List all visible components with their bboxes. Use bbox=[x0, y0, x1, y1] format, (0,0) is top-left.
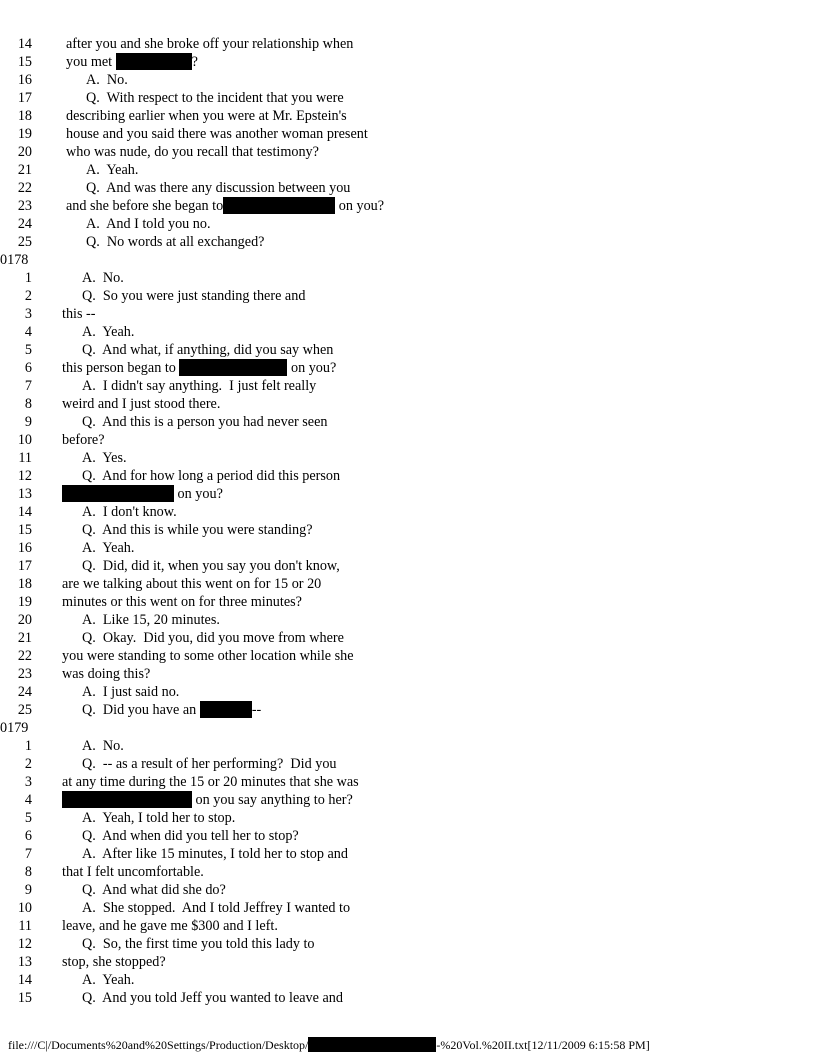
line-text bbox=[82, 287, 305, 305]
redaction-bar bbox=[200, 701, 252, 718]
line-text-segment: Q. And for how long a period did this person bbox=[82, 468, 341, 484]
line-number: 22 bbox=[17, 180, 32, 196]
line-number: 16 bbox=[17, 72, 32, 88]
line-number: 2 bbox=[24, 756, 32, 772]
line-text bbox=[82, 611, 220, 629]
line-text-segment: A. I just said no. bbox=[82, 684, 180, 700]
line-text bbox=[82, 755, 337, 773]
line-number: 6 bbox=[24, 360, 32, 376]
line-number: 22 bbox=[17, 648, 32, 664]
line-text bbox=[62, 665, 150, 683]
line-text-segment: Q. And this is a person you had never seen bbox=[82, 414, 328, 430]
transcript-line bbox=[0, 197, 816, 215]
line-text-segment: after you and she broke off your relationship when bbox=[66, 36, 354, 52]
transcript-line bbox=[0, 161, 816, 179]
transcript-line bbox=[0, 737, 816, 755]
line-text bbox=[82, 341, 333, 359]
transcript-line bbox=[0, 305, 816, 323]
line-text-segment: at any time during the 15 or 20 minutes that she was bbox=[62, 774, 359, 790]
line-number: 24 bbox=[17, 684, 32, 700]
line-text bbox=[82, 539, 134, 557]
line-text-segment: Q. Okay. Did you, did you move from where bbox=[82, 630, 344, 646]
transcript-line bbox=[0, 989, 816, 1007]
line-text bbox=[82, 521, 313, 539]
line-text-segment: Q. And what did she do? bbox=[82, 882, 226, 898]
line-text-segment: was doing this? bbox=[62, 666, 151, 682]
line-text-segment: A. Like 15, 20 minutes. bbox=[82, 612, 220, 628]
transcript-line bbox=[0, 665, 816, 683]
line-text bbox=[82, 737, 124, 755]
line-text bbox=[82, 881, 226, 899]
line-text-segment: Q. So you were just standing there and bbox=[82, 288, 306, 304]
line-text bbox=[66, 125, 368, 143]
line-text bbox=[82, 845, 348, 863]
transcript-line bbox=[0, 179, 816, 197]
transcript-line bbox=[0, 611, 816, 629]
line-text bbox=[82, 701, 261, 719]
line-number: 9 bbox=[24, 414, 32, 430]
redaction-bar bbox=[179, 359, 287, 376]
transcript-line bbox=[0, 287, 816, 305]
line-text bbox=[82, 377, 316, 395]
line-text-segment: A. Yeah. bbox=[82, 324, 135, 340]
line-number: 15 bbox=[17, 522, 32, 538]
transcript-line bbox=[0, 809, 816, 827]
transcript-line bbox=[0, 35, 816, 53]
transcript-line bbox=[0, 575, 816, 593]
transcript-line bbox=[0, 845, 816, 863]
line-number: 21 bbox=[17, 630, 32, 646]
transcript-line bbox=[0, 503, 816, 521]
line-number: 23 bbox=[17, 198, 32, 214]
line-text bbox=[62, 575, 321, 593]
line-text-segment: A. Yeah, I told her to stop. bbox=[82, 810, 236, 826]
line-text-segment: before? bbox=[62, 432, 105, 448]
line-text-segment: who was nude, do you recall that testimony? bbox=[66, 144, 319, 160]
page-number-label: 0179 bbox=[0, 720, 29, 736]
line-text bbox=[62, 953, 166, 971]
page-number-label: 0178 bbox=[0, 252, 29, 268]
line-number: 5 bbox=[24, 342, 32, 358]
line-number: 8 bbox=[24, 864, 32, 880]
transcript-line bbox=[0, 395, 816, 413]
line-text bbox=[66, 197, 384, 215]
line-text-segment: A. I didn't say anything. I just felt really bbox=[82, 378, 317, 394]
line-text bbox=[86, 71, 128, 89]
line-text bbox=[62, 359, 336, 377]
line-text-segment: A. No. bbox=[82, 738, 124, 754]
line-text bbox=[82, 503, 177, 521]
line-number: 7 bbox=[24, 378, 32, 394]
line-number: 18 bbox=[17, 576, 32, 592]
line-text bbox=[66, 53, 198, 71]
line-text-segment: Q. And was there any discussion between you bbox=[86, 180, 351, 196]
line-number: 4 bbox=[24, 792, 32, 808]
line-text-segment: Q. With respect to the incident that you were bbox=[86, 90, 344, 106]
line-text bbox=[62, 305, 96, 323]
transcript-line bbox=[0, 521, 816, 539]
page-number bbox=[0, 251, 816, 269]
line-number: 19 bbox=[17, 126, 32, 142]
line-number: 11 bbox=[18, 918, 32, 934]
line-number: 3 bbox=[24, 306, 32, 322]
line-text bbox=[82, 935, 315, 953]
line-number: 25 bbox=[17, 702, 32, 718]
line-number: 16 bbox=[17, 540, 32, 556]
redaction-bar bbox=[223, 197, 335, 214]
line-number: 10 bbox=[17, 432, 32, 448]
line-text bbox=[82, 899, 350, 917]
line-number: 12 bbox=[17, 936, 32, 952]
line-text-segment: Q. And you told Jeff you wanted to leave and bbox=[82, 990, 343, 1006]
line-text-segment: on you? bbox=[174, 486, 223, 502]
line-number: 10 bbox=[17, 900, 32, 916]
line-text bbox=[86, 161, 138, 179]
transcript-line bbox=[0, 269, 816, 287]
line-text-segment: A. I don't know. bbox=[82, 504, 177, 520]
line-text bbox=[62, 395, 220, 413]
transcript-line bbox=[0, 215, 816, 233]
line-text bbox=[62, 647, 354, 665]
line-text bbox=[82, 323, 134, 341]
line-text-segment: weird and I just stood there. bbox=[62, 396, 221, 412]
transcript-line bbox=[0, 125, 816, 143]
footer-path-prefix: file:///C|/Documents%20and%20Settings/Production/Desktop/ bbox=[8, 1038, 309, 1052]
line-text-segment: A. And I told you no. bbox=[86, 216, 211, 232]
line-text bbox=[66, 107, 347, 125]
transcript-line bbox=[0, 593, 816, 611]
line-text bbox=[62, 593, 302, 611]
transcript-line bbox=[0, 377, 816, 395]
line-text-segment: that I felt uncomfortable. bbox=[62, 864, 204, 880]
line-text-segment: this -- bbox=[62, 306, 96, 322]
transcript-line bbox=[0, 755, 816, 773]
transcript-line bbox=[0, 89, 816, 107]
redaction-bar bbox=[62, 485, 174, 502]
line-text bbox=[82, 413, 327, 431]
transcript-line bbox=[0, 323, 816, 341]
line-text bbox=[82, 989, 343, 1007]
line-text-segment: A. No. bbox=[82, 270, 124, 286]
line-number: 5 bbox=[24, 810, 32, 826]
transcript-line bbox=[0, 431, 816, 449]
line-number: 25 bbox=[17, 234, 32, 250]
transcript-line bbox=[0, 539, 816, 557]
line-number: 15 bbox=[17, 54, 32, 70]
line-text-segment: -- bbox=[251, 702, 262, 718]
transcript-line bbox=[0, 647, 816, 665]
transcript-line bbox=[0, 449, 816, 467]
line-number: 21 bbox=[17, 162, 32, 178]
transcript-line bbox=[0, 71, 816, 89]
line-number: 2 bbox=[24, 288, 32, 304]
transcript-body bbox=[0, 35, 816, 1007]
line-number: 6 bbox=[24, 828, 32, 844]
redaction-bar bbox=[116, 53, 192, 70]
line-number: 20 bbox=[17, 612, 32, 628]
line-number: 17 bbox=[17, 558, 32, 574]
page-number bbox=[0, 719, 816, 737]
line-number: 7 bbox=[24, 846, 32, 862]
transcript-line bbox=[0, 683, 816, 701]
line-text-segment: Q. And when did you tell her to stop? bbox=[82, 828, 299, 844]
line-number: 15 bbox=[17, 990, 32, 1006]
line-text-segment: A. She stopped. And I told Jeffrey I wanted to bbox=[82, 900, 351, 916]
transcript-line bbox=[0, 53, 816, 71]
line-number: 14 bbox=[17, 972, 32, 988]
line-number: 14 bbox=[17, 504, 32, 520]
redaction-bar bbox=[308, 1037, 436, 1052]
line-number: 9 bbox=[24, 882, 32, 898]
line-number: 4 bbox=[24, 324, 32, 340]
line-text-segment: A. After like 15 minutes, I told her to stop and bbox=[82, 846, 348, 862]
line-text-segment: A. Yeah. bbox=[82, 540, 135, 556]
footer-path-suffix: -%20Vol.%20II.txt[12/11/2009 6:15:58 PM] bbox=[436, 1038, 650, 1052]
line-text-segment: Q. And this is while you were standing? bbox=[82, 522, 313, 538]
transcript-line bbox=[0, 953, 816, 971]
transcript-line bbox=[0, 971, 816, 989]
line-number: 24 bbox=[17, 216, 32, 232]
line-number: 11 bbox=[18, 450, 32, 466]
line-number: 14 bbox=[17, 36, 32, 52]
line-text-segment: Q. No words at all exchanged? bbox=[86, 234, 265, 250]
line-text-segment: are we talking about this went on for 15 or 20 bbox=[62, 576, 322, 592]
line-text-segment: this person began to bbox=[62, 360, 180, 376]
line-text-segment: Q. Did you have an bbox=[82, 702, 200, 718]
transcript-line bbox=[0, 467, 816, 485]
line-text bbox=[86, 233, 264, 251]
line-text-segment: on you? bbox=[287, 360, 337, 376]
line-text bbox=[66, 143, 319, 161]
line-text bbox=[82, 827, 299, 845]
transcript-line bbox=[0, 917, 816, 935]
line-number: 17 bbox=[17, 90, 32, 106]
line-text-segment: Q. And what, if anything, did you say when bbox=[82, 342, 334, 358]
line-text bbox=[82, 629, 344, 647]
line-text-segment: Q. -- as a result of her performing? Did you bbox=[82, 756, 337, 772]
line-text bbox=[82, 971, 134, 989]
line-text bbox=[62, 917, 278, 935]
line-number: 23 bbox=[17, 666, 32, 682]
line-number: 13 bbox=[17, 954, 32, 970]
transcript-line bbox=[0, 107, 816, 125]
line-text-segment: on you say anything to her? bbox=[192, 792, 353, 808]
line-number: 13 bbox=[17, 486, 32, 502]
line-text-segment: A. Yeah. bbox=[82, 972, 135, 988]
transcript-line bbox=[0, 899, 816, 917]
line-text-segment: minutes or this went on for three minutes? bbox=[62, 594, 302, 610]
line-text bbox=[82, 683, 179, 701]
line-text bbox=[62, 485, 223, 503]
line-text-segment: stop, she stopped? bbox=[62, 954, 166, 970]
line-number: 3 bbox=[24, 774, 32, 790]
line-text bbox=[86, 89, 344, 107]
line-text-segment: A. Yes. bbox=[82, 450, 127, 466]
transcript-line bbox=[0, 935, 816, 953]
line-text bbox=[82, 269, 124, 287]
line-number: 19 bbox=[17, 594, 32, 610]
line-text bbox=[62, 773, 359, 791]
line-text bbox=[82, 809, 235, 827]
line-text-segment: you were standing to some other location while she bbox=[62, 648, 354, 664]
line-text bbox=[66, 35, 353, 53]
line-text-segment: and she before she began to bbox=[66, 198, 224, 214]
transcript-line bbox=[0, 881, 816, 899]
line-text-segment: you met bbox=[66, 54, 116, 70]
line-text bbox=[62, 863, 204, 881]
line-number: 18 bbox=[17, 108, 32, 124]
line-text-segment: house and you said there was another woman present bbox=[66, 126, 368, 142]
line-text-segment: A. Yeah. bbox=[86, 162, 139, 178]
line-number: 1 bbox=[24, 270, 32, 286]
line-number: 20 bbox=[17, 144, 32, 160]
line-text bbox=[86, 215, 211, 233]
transcript-line bbox=[0, 341, 816, 359]
line-text bbox=[82, 449, 127, 467]
transcript-line bbox=[0, 413, 816, 431]
line-number: 12 bbox=[17, 468, 32, 484]
transcript-line bbox=[0, 791, 816, 809]
transcript-line bbox=[0, 863, 816, 881]
line-text-segment: leave, and he gave me $300 and I left. bbox=[62, 918, 278, 934]
redaction-bar bbox=[62, 791, 192, 808]
transcript-line bbox=[0, 233, 816, 251]
transcript-line bbox=[0, 701, 816, 719]
transcript-line bbox=[0, 827, 816, 845]
line-text-segment: ? bbox=[191, 54, 198, 70]
transcript-line bbox=[0, 557, 816, 575]
transcript-line bbox=[0, 773, 816, 791]
line-text-segment: A. No. bbox=[86, 72, 128, 88]
line-text bbox=[82, 467, 340, 485]
line-text bbox=[62, 431, 105, 449]
line-text bbox=[82, 557, 340, 575]
transcript-line bbox=[0, 359, 816, 377]
transcript-line bbox=[0, 629, 816, 647]
line-text-segment: Q. So, the first time you told this lady to bbox=[82, 936, 315, 952]
line-text-segment: on you? bbox=[335, 198, 385, 214]
line-text-segment: Q. Did, did it, when you say you don't know, bbox=[82, 558, 340, 574]
transcript-line bbox=[0, 485, 816, 503]
line-text bbox=[62, 791, 353, 809]
line-number: 8 bbox=[24, 396, 32, 412]
line-number: 1 bbox=[24, 738, 32, 754]
transcript-line bbox=[0, 143, 816, 161]
line-text bbox=[86, 179, 350, 197]
line-text-segment: describing earlier when you were at Mr. Epstein's bbox=[66, 108, 347, 124]
file-path-footer bbox=[8, 1037, 650, 1053]
